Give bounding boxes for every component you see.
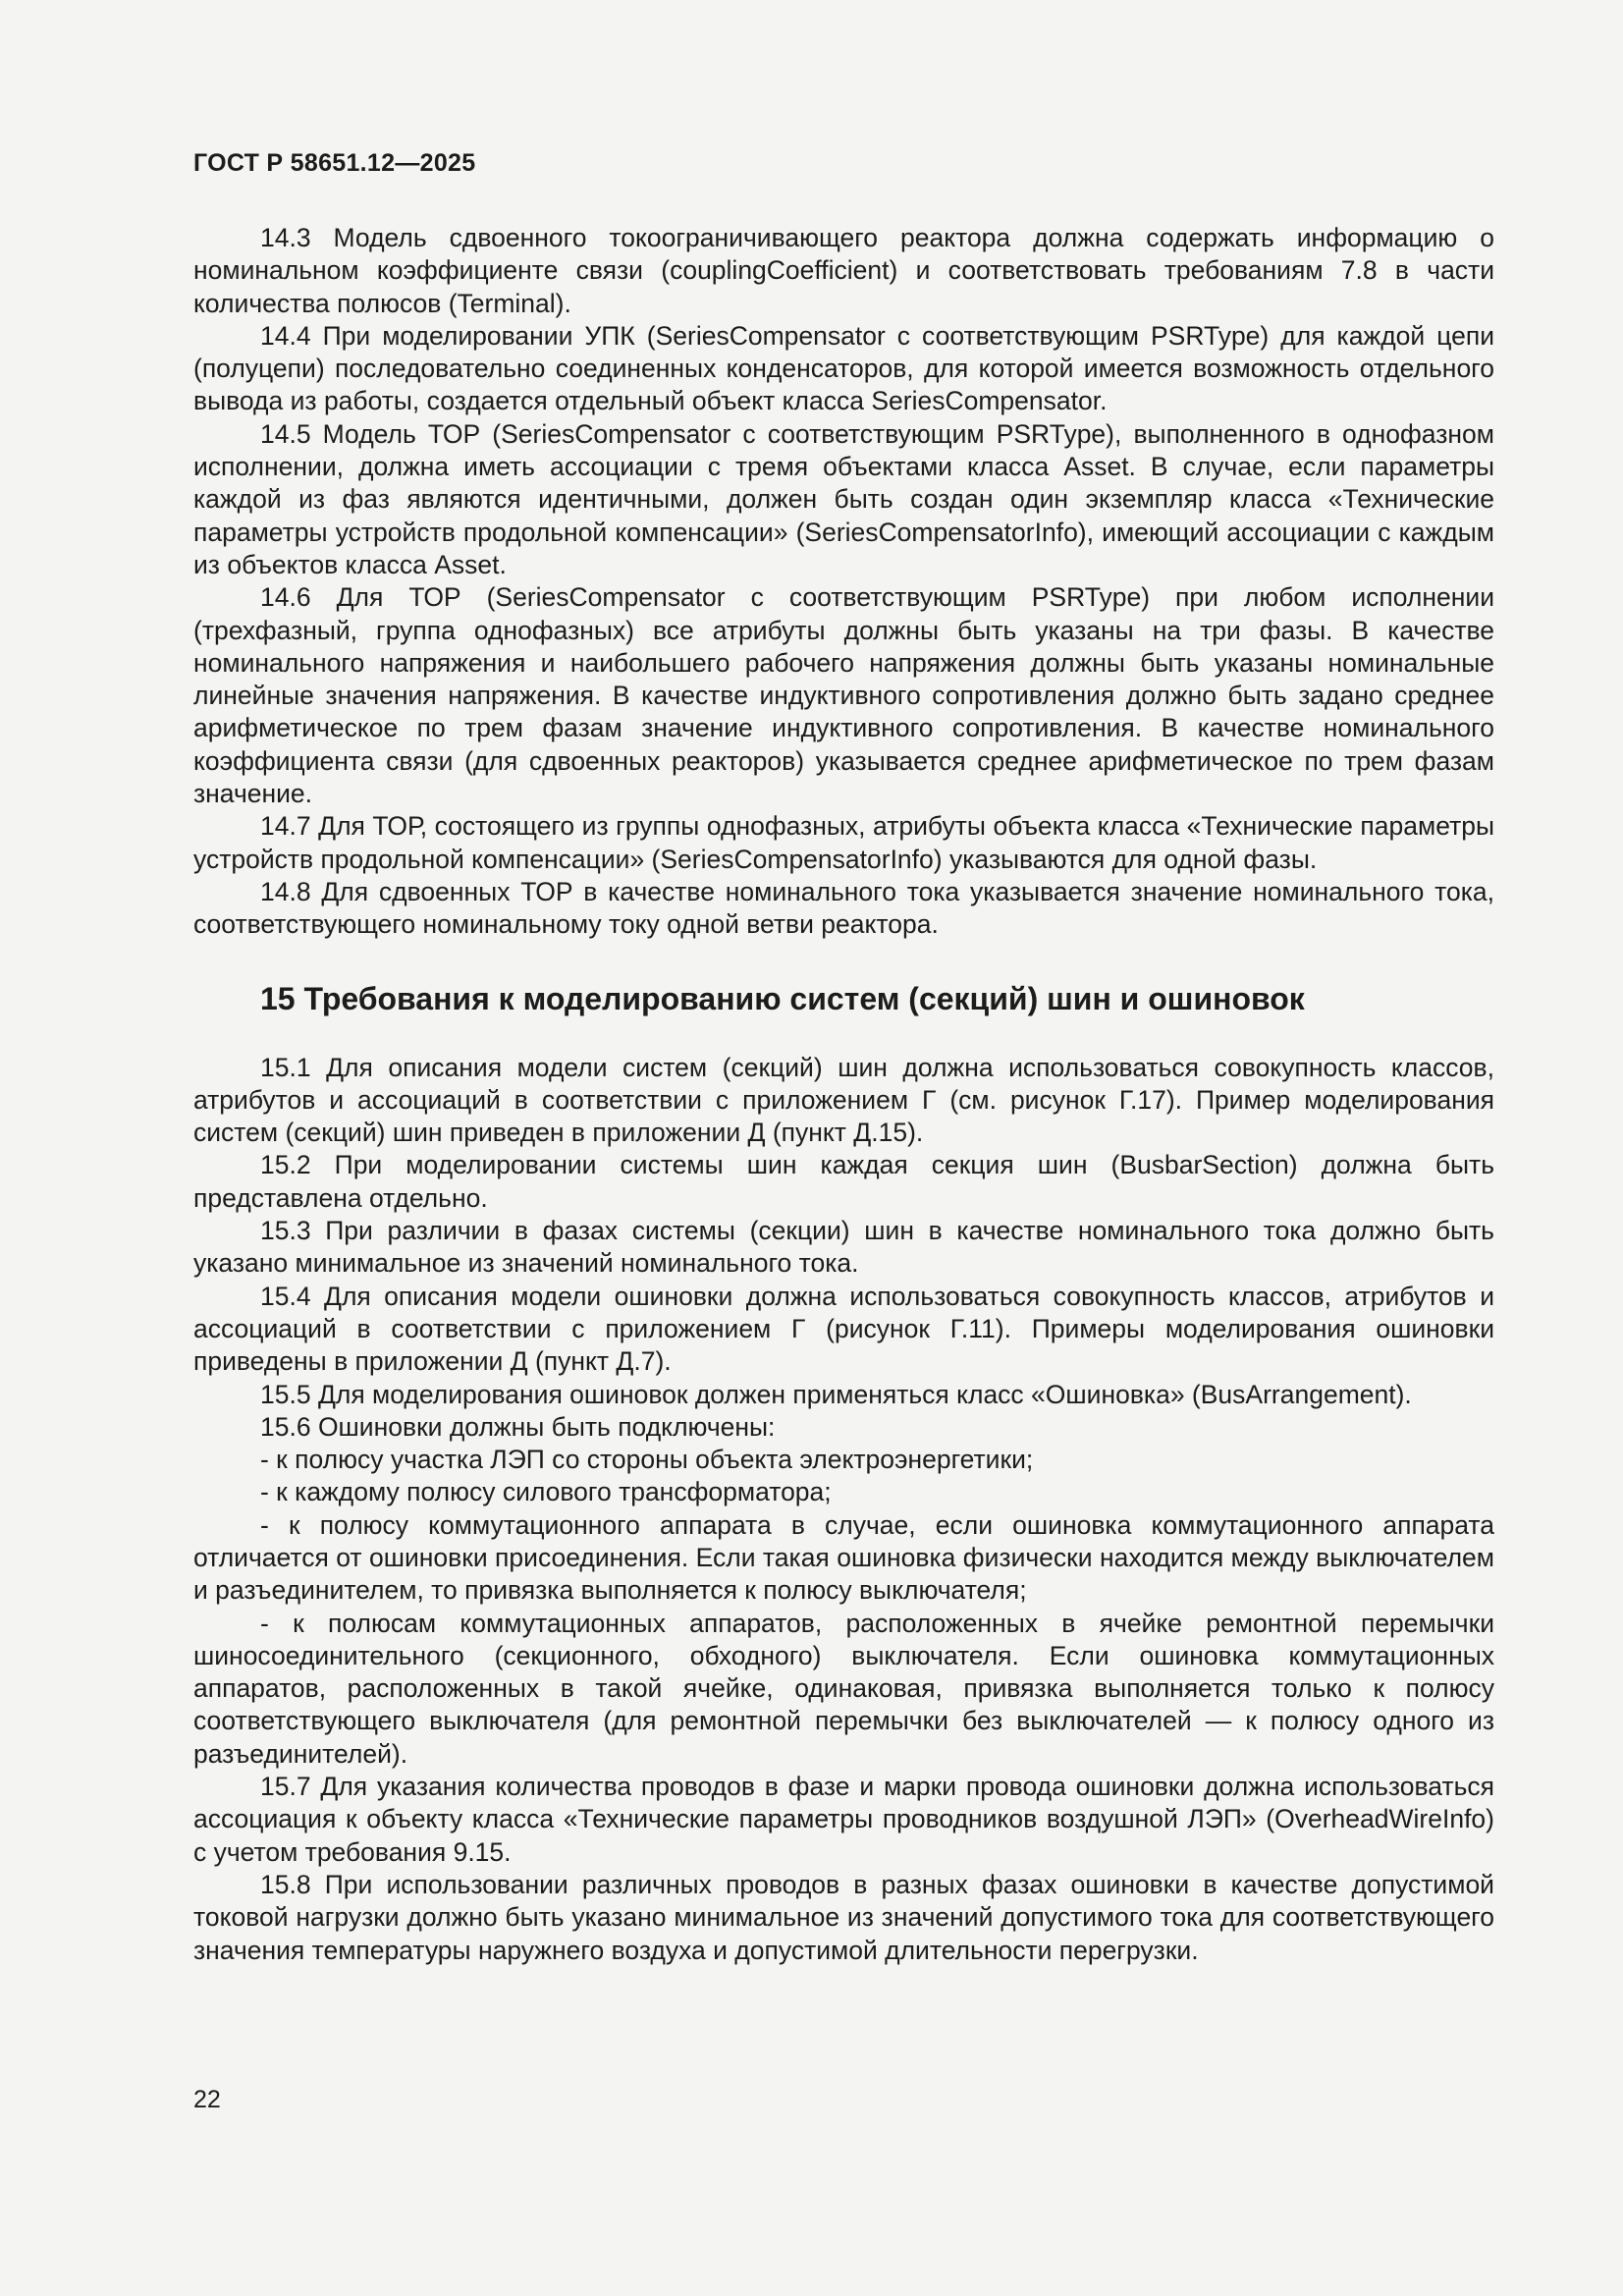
page-number: 22: [193, 2086, 221, 2113]
paragraph-15-1: 15.1 Для описания модели систем (секций) шин должна использоваться совокупность классов, атрибутов и ассоциаций в соответствии с приложением Г (см. рисунок Г.17). Пример моделирования систем (секций) шин приведен в приложении Д (пункт Д.15).: [193, 1052, 1494, 1148]
paragraph-15-3: 15.3 При различии в фазах системы (секции) шин в качестве номинального тока должно быть указано минимальное из значений номинального тока.: [193, 1216, 1494, 1279]
document-header: ГОСТ Р 58651.12—2025: [193, 149, 476, 177]
paragraph-14-7: 14.7 Для ТОР, состоящего из группы однофазных, атрибуты объекта класса «Технические параметры устройств продольной компенсации» (SeriesCompensatorInfo) указываются для одной фазы.: [193, 811, 1494, 874]
list-item-transformer-terminal: - к каждому полюсу силового трансформатора;: [260, 1477, 832, 1507]
list-item-jumper-terminals: - к полюсам коммутационных аппаратов, расположенных в ячейке ремонтной перемычки шиносоединительного (секционного, обходного) выключателя. Если ошиновка коммутационных аппаратов, расположенных в такой ячейке, одинаковая, привязка выполняется только к полюсу соответствующего выключателя (для ремонтной перемычки без выключателей — к полюсу одного из разъединителей).: [193, 1608, 1494, 1769]
paragraph-14-3: 14.3 Модель сдвоенного токоограничивающего реактора должна содержать информацию о номинальном коэффициенте связи (couplingCoefficient) и соответствовать требованиям 7.8 в части количества полюсов (Terminal).: [193, 223, 1494, 318]
paragraph-14-5: 14.5 Модель ТОР (SeriesCompensator с соответствующим PSRType), выполненного в однофазном исполнении, должна иметь ассоциации с тремя объектами класса Asset. В случае, если параметры каждой из фаз являются идентичными, должен быть создан один экземпляр класса «Технические параметры устройств продольной компенсации» (SeriesCompensatorInfo), имеющий ассоциации с каждым из объектов класса Asset.: [193, 418, 1494, 579]
section-15-title: 15 Требования к моделированию систем (секций) шин и ошиновок: [260, 980, 1305, 1016]
paragraph-15-5: 15.5 Для моделирования ошиновок должен применяться класс «Ошиновка» (BusArrangement).: [260, 1379, 1412, 1409]
paragraph-15-6: 15.6 Ошиновки должны быть подключены:: [260, 1411, 776, 1442]
list-item-switch-terminal: - к полюсу коммутационного аппарата в случае, если ошиновка коммутационного аппарата отличается от ошиновки присоединения. Если такая ошиновка физически находится между выключателем и разъединителем, то привязка выполняется к полюсу выключателя;: [193, 1509, 1494, 1606]
list-item-line-terminal: - к полюсу участка ЛЭП со стороны объекта электроэнергетики;: [260, 1445, 1034, 1475]
paragraph-15-2: 15.2 При моделировании системы шин каждая секция шин (BusbarSection) должна быть представлена отдельно.: [193, 1150, 1494, 1213]
paragraph-15-8: 15.8 При использовании различных проводов в разных фазах ошиновки в качестве допустимой токовой нагрузки должно быть указано минимальное из значений допустимого тока для соответствующего значения температуры наружнего воздуха и допустимой длительности перегрузки.: [193, 1869, 1494, 1965]
paragraph-14-6: 14.6 Для ТОР (SeriesCompensator с соответствующим PSRType) при любом исполнении (трехфазный, группа однофазных) все атрибуты должны быть указаны на три фазы. В качестве номинального напряжения и наибольшего рабочего напряжения должны быть указаны номинальные линейные значения напряжения. В качестве индуктивного сопротивления должно быть задано среднее арифметическое по трем фазам значение индуктивного сопротивления. В качестве номинального коэффициента связи (для сдвоенных реакторов) указывается среднее арифметическое по трем фазам значение.: [193, 582, 1494, 809]
paragraph-15-7: 15.7 Для указания количества проводов в фазе и марки провода ошиновки должна использоваться ассоциация к объекту класса «Технические параметры проводников воздушной ЛЭП» (OverheadWireInfo) с учетом требования 9.15.: [193, 1772, 1494, 1867]
document-body: [193, 222, 1494, 1967]
paragraph-14-4: 14.4 При моделировании УПК (SeriesCompensator с соответствующим PSRType) для каждой цепи (полуцепи) последовательно соединенных конденсаторов, для которой имеется возможность отдельного вывода из работы, создается отдельный объект класса SeriesCompensator.: [193, 320, 1494, 416]
paragraph-15-4: 15.4 Для описания модели ошиновки должна использоваться совокупность классов, атрибутов и ассоциаций в соответствии с приложением Г (рисунок Г.11). Примеры моделирования ошиновки приведены в приложении Д (пункт Д.7).: [193, 1281, 1494, 1377]
paragraph-14-8: 14.8 Для сдвоенных ТОР в качестве номинального тока указывается значение номинального тока, соответствующего номинальному току одной ветви реактора.: [193, 876, 1494, 940]
